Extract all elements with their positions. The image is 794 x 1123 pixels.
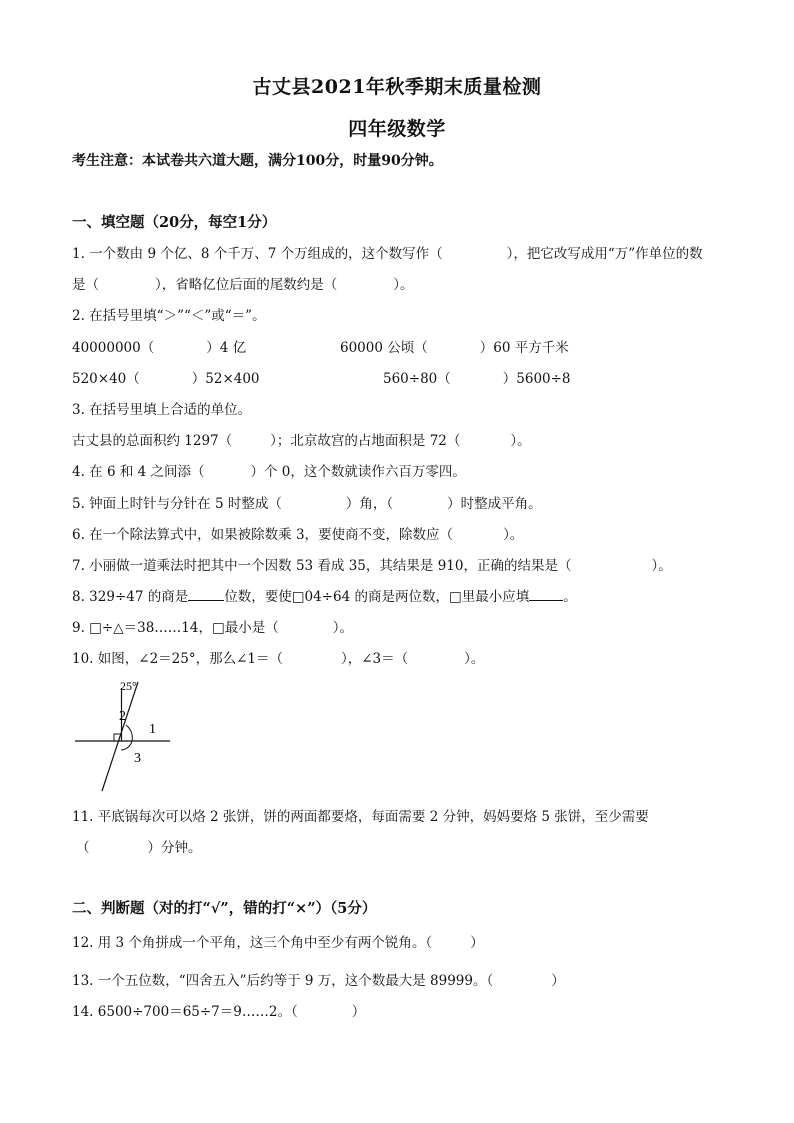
question-5: [72, 495, 542, 513]
q5-text-b: ）角，（: [345, 496, 394, 512]
q8-text-c: 。: [563, 589, 577, 605]
question-1-line-1: [72, 245, 703, 263]
label-angle-3: 3: [134, 751, 141, 766]
q12-text-c: ）: [470, 935, 484, 951]
q8-text-a: 8. 329÷47 的商是: [72, 589, 189, 605]
angle-1-arc: [126, 725, 132, 741]
q11-text-b: （: [76, 840, 90, 856]
q3-text-a: 古丈县的总面积约 1297（: [72, 433, 233, 449]
label-25-degree: 25°: [120, 679, 137, 693]
question-3: 3. 在括号里填上合适的单位。: [72, 402, 252, 418]
section-heading-fill-in: 一、填空题（20分，每空1分）: [72, 214, 277, 231]
question-2-row-2-a: [72, 370, 260, 388]
angle-3-arc: [121, 741, 132, 750]
question-1-line-2: [72, 276, 414, 294]
question-2-row-1-b: [340, 339, 569, 357]
q13-text-a: 13. 一个五位数，“四舍五入”后约等于 9 万，这个数最大是 89999。（: [72, 973, 494, 989]
label-angle-1: 1: [149, 722, 156, 737]
question-11-line-2: [76, 839, 202, 857]
q8-underline-1[interactable]: [188, 588, 224, 601]
question-4: [72, 463, 466, 481]
q2-r1a-left: 40000000（: [72, 340, 155, 356]
q10-text-a: 10. 如图，∠2＝25°，那么∠1＝（: [72, 651, 283, 667]
question-10: [72, 650, 484, 668]
q5-text-a: 5. 钟面上时针与分针在 5 时整成（: [72, 496, 282, 512]
q6-text-a: 6. 在一个除法算式中，如果被除数乘 3，要使商不变，除数应（: [72, 527, 454, 543]
q8-text-b: 位数，要使□04÷64 的商是两位数，□里最小应填: [224, 589, 530, 605]
angle-figure: [70, 676, 190, 796]
q2-r1b-left: 60000 公顷（: [340, 340, 428, 356]
q1-text-d: ），省略亿位后面的尾数约是（: [155, 277, 338, 293]
question-9: [72, 619, 353, 637]
q10-text-c: ）。: [464, 651, 485, 667]
exam-subtitle: 四年级数学: [348, 118, 446, 140]
q4-text-b: ）个 0，这个数就读作六百万零四。: [250, 464, 466, 480]
q9-text-a: 9. □÷△＝38……14，□最小是（: [72, 620, 279, 636]
q14-text-b: ）: [351, 1004, 366, 1020]
question-3-line: [72, 432, 531, 450]
q5-text-c: ）时整成平角。: [447, 496, 542, 512]
section-heading-true-false: 二、判断题（对的打“√”，错的打“×”）（5分）: [72, 900, 377, 917]
q2-r2a-right: ）52×400: [191, 371, 260, 387]
question-2-row-1-a: [72, 339, 246, 357]
question-2: 2. 在括号里填“＞”“＜”或“＝”。: [72, 308, 266, 324]
question-7: [72, 557, 672, 575]
q2-r2b-left: 560÷80（: [383, 371, 451, 387]
q2-r2b-right: ）5600÷8: [502, 371, 571, 387]
q1-text-c: 是（: [72, 277, 99, 293]
question-2-row-2-b: [383, 370, 571, 388]
q6-text-b: ）。: [503, 527, 524, 543]
q8-underline-2[interactable]: [529, 588, 563, 601]
q12-text-a: 12. 用 3 个角拼成一个平角，这三个角中至少有两个锐角: [72, 935, 412, 951]
q7-text-b: ）。: [651, 558, 672, 574]
exam-title: 古丈县2021年秋季期末质量检测: [252, 76, 542, 98]
q3-text-b: ）；北京故宫的占地面积是 72（: [270, 433, 461, 449]
q3-text-c: ）。: [510, 433, 531, 449]
q2-r1a-right: ）4 亿: [206, 340, 247, 356]
q1-text-a: 1. 一个数由 9 个亿、8 个千万、7 个万组成的，这个数写作（: [72, 246, 443, 262]
q4-text-a: 4. 在 6 和 4 之间添（: [72, 464, 205, 480]
question-13: [72, 972, 565, 990]
q11-text-c: ）分钟。: [147, 840, 202, 856]
q13-text-b: ）: [551, 973, 565, 989]
q10-text-b: ），∠3＝（: [341, 651, 409, 667]
q1-text-e: ）。: [393, 277, 414, 293]
question-6: [72, 526, 523, 544]
question-8: [72, 588, 577, 606]
question-12: [72, 934, 484, 952]
question-11-line-1: 11. 平底锅每次可以烙 2 张饼，饼的两面都要烙，每面需要 2 分钟，妈妈要烙 5 张饼，至少需要: [72, 809, 649, 825]
label-angle-2: 2: [119, 709, 126, 724]
q14-text-a: 14. 6500÷700＝65÷7＝9……2。（: [72, 1004, 298, 1020]
question-14: [72, 1003, 365, 1021]
q7-text-a: 7. 小丽做一道乘法时把其中一个因数 53 看成 35，其结果是 910，正确的结果是（: [72, 558, 572, 574]
exam-notice: 考生注意：本试卷共六道大题，满分100分，时量90分钟。: [72, 153, 443, 169]
q2-r1b-right: ）60 平方千米: [479, 340, 569, 356]
q12-text-b: 。（: [411, 935, 433, 951]
q2-r2a-left: 520×40（: [72, 371, 140, 387]
q9-text-b: ）。: [332, 620, 353, 636]
q1-text-b: ），把它改写成用“万”作单位的数: [506, 246, 703, 262]
